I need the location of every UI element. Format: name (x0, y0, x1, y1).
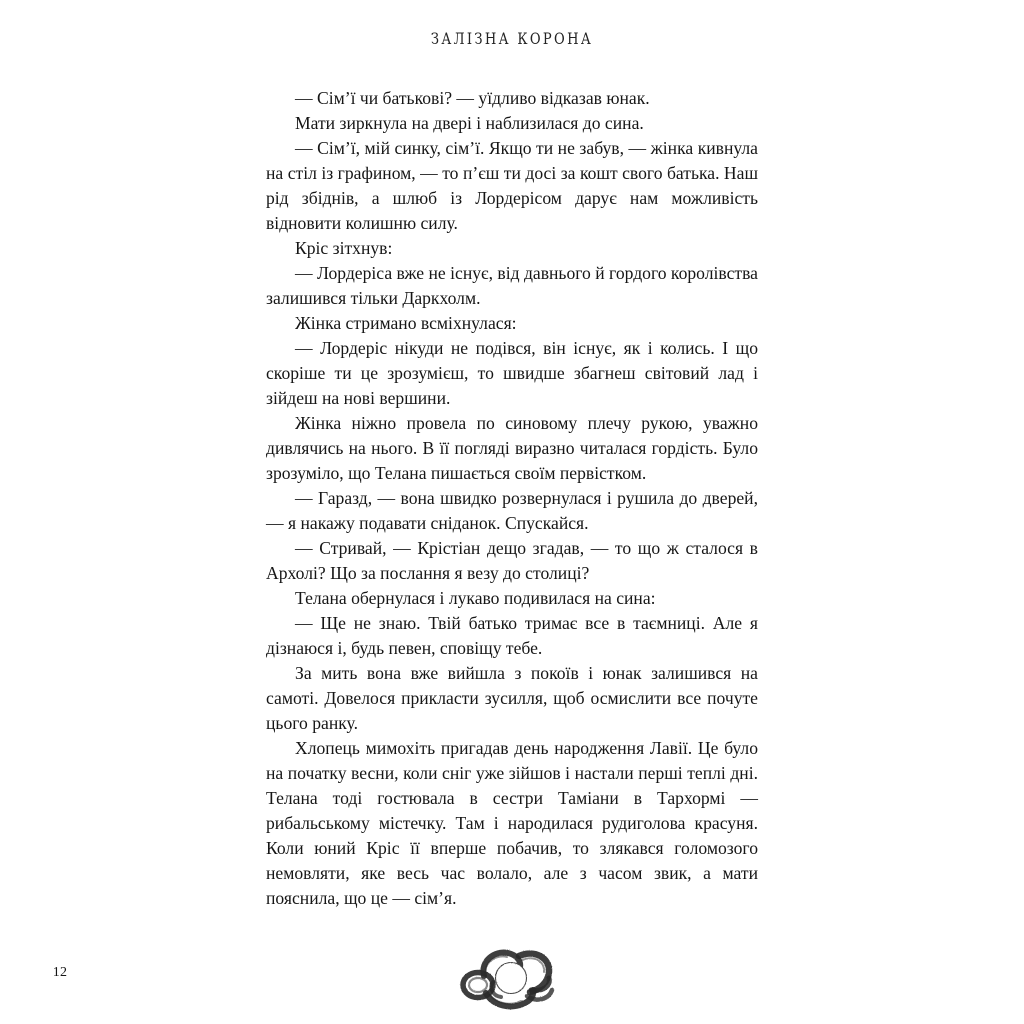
paragraph: — Стривай, — Крістіан дещо згадав, — то що ж сталося в Архолі? Що за послання я везу до столиці? (266, 538, 758, 583)
paragraph: — Гаразд, — вона швидко розвернулася і рушила до дверей, — я накажу подавати сніданок. Спускайся. (266, 488, 758, 533)
paragraph: За мить вона вже вийшла з покоїв і юнак залишився на самоті. Довелося прикласти зусилля, щоб осмислити все почуте цього ранку. (266, 663, 758, 733)
paragraph: Телана обернулася і лукаво подивилася на сина: (295, 588, 656, 608)
paragraph: — Ще не знаю. Твій батько тримає все в таємниці. Але я дізнаюся і, будь певен, сповіщу тебе. (266, 613, 758, 658)
paragraph: Жінка стримано всміхнулася: (295, 313, 517, 333)
folio-area (0, 936, 1024, 1014)
paragraph: Жінка ніжно провела по синовому плечу рукою, уважно дивлячись на нього. В її погляді виразно читалася гордість. Було зрозуміло, що Телана пишається своїм первістком. (266, 413, 758, 483)
running-head-title: ЗАЛІЗНА КОРОНА (430, 29, 594, 49)
page-number: 12 (52, 965, 68, 980)
interlaced-knot-vignette-icon (453, 938, 571, 1012)
paragraph: — Сім’ї, мій синку, сім’ї. Якщо ти не забув, — жінка кивнула на стіл із графином, — то п’єш ти досі за кошт свого батька. Наш рід збіднів, а шлюб із Лордерісом дарує нам можливість відновити колишню силу. (266, 138, 758, 233)
paragraph: — Лордеріс нікуди не подівся, він існує, як і колись. І що скоріше ти це зрозумієш, то швидше збагнеш світовий лад і зійдеш на нові вершини. (266, 338, 758, 408)
paragraph: Мати зиркнула на двері і наблизилася до сина. (295, 113, 644, 133)
paragraph: — Лордеріса вже не існує, від давнього й гордого королівства залишився тільки Даркхолм. (266, 263, 758, 308)
paragraph: Кріс зітхнув: (295, 238, 393, 258)
paragraph: Хлопець мимохіть пригадав день народження Лавії. Це було на початку весни, коли сніг уже зійшов і настали перші теплі дні. Телана тоді гостювала в сестри Таміани в Тархормі — рибальському містечку. Там і народилася рудиголова красуня. Коли юний Кріс її вперше побачив, то злякався голомозого немовляти, яке весь час волало, але з часом звик, а мати пояснила, що це — сім’я. (266, 738, 758, 908)
body-text (266, 86, 758, 911)
paragraph: — Сім’ї чи батькові? — уїдливо відказав юнак. (295, 88, 650, 108)
